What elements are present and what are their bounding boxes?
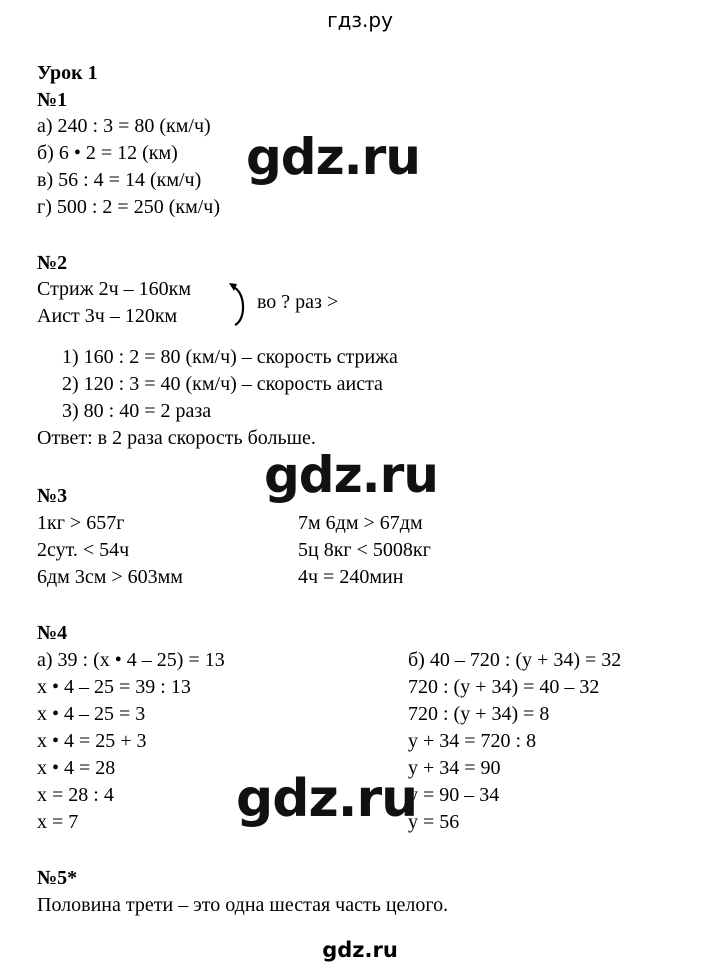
task1-line: а) 240 : 3 = 80 (км/ч) (37, 115, 211, 137)
task4-left: а) 39 : (x • 4 – 25) = 13 (37, 649, 225, 671)
watermark: gdz.ru (264, 446, 438, 504)
task4-right: б) 40 – 720 : (y + 34) = 32 (408, 649, 622, 671)
footer-watermark: gdz.ru (322, 938, 398, 962)
task3-right: 7м 6дм > 67дм (298, 512, 423, 534)
task3-number: №3 (37, 485, 68, 507)
lesson-title: Урок 1 (37, 62, 98, 84)
task2-given: Стриж 2ч – 160км (37, 278, 192, 300)
task3-left: 2сут. < 54ч (37, 539, 130, 561)
task4-left: x = 7 (37, 811, 79, 833)
task4-right: y + 34 = 720 : 8 (408, 730, 537, 752)
task2-given: Аист 3ч – 120км (37, 305, 178, 327)
task3-right: 4ч = 240мин (298, 566, 404, 588)
task4-right: y = 90 – 34 (408, 784, 500, 806)
task4-number: №4 (37, 622, 68, 644)
task2-number: №2 (37, 252, 68, 274)
task4-left: x • 4 – 25 = 39 : 13 (37, 676, 191, 698)
task1-number: №1 (37, 89, 68, 111)
task5-text: Половина трети – это одна шестая часть целого. (37, 894, 449, 916)
curved-arrow-icon (229, 281, 253, 329)
task1-line: г) 500 : 2 = 250 (км/ч) (37, 196, 221, 218)
task4-left: x • 4 = 28 (37, 757, 116, 779)
task3-right: 5ц 8кг < 5008кг (298, 539, 431, 561)
watermark: gdz.ru (236, 769, 418, 829)
task4-left: x • 4 = 25 + 3 (37, 730, 147, 752)
task2-step: 2) 120 : 3 = 40 (км/ч) – скорость аиста (62, 373, 383, 395)
watermark: gdz.ru (246, 128, 420, 186)
task2-question: во ? раз > (257, 291, 339, 313)
header-watermark: гдз.ру (327, 8, 393, 32)
task1-line: б) 6 • 2 = 12 (км) (37, 142, 178, 164)
task4-left: x = 28 : 4 (37, 784, 114, 806)
task1-line: в) 56 : 4 = 14 (км/ч) (37, 169, 202, 191)
task4-right: y + 34 = 90 (408, 757, 501, 779)
task3-left: 1кг > 657г (37, 512, 125, 534)
task5-number: №5* (37, 867, 78, 889)
task3-left: 6дм 3см > 603мм (37, 566, 183, 588)
task4-right: y = 56 (408, 811, 460, 833)
task2-step: 1) 160 : 2 = 80 (км/ч) – скорость стрижа (62, 346, 398, 368)
task4-right: 720 : (y + 34) = 40 – 32 (408, 676, 600, 698)
task2-answer: Ответ: в 2 раза скорость больше. (37, 427, 316, 449)
task2-step: 3) 80 : 40 = 2 раза (62, 400, 212, 422)
task4-left: x • 4 – 25 = 3 (37, 703, 146, 725)
task4-right: 720 : (y + 34) = 8 (408, 703, 550, 725)
